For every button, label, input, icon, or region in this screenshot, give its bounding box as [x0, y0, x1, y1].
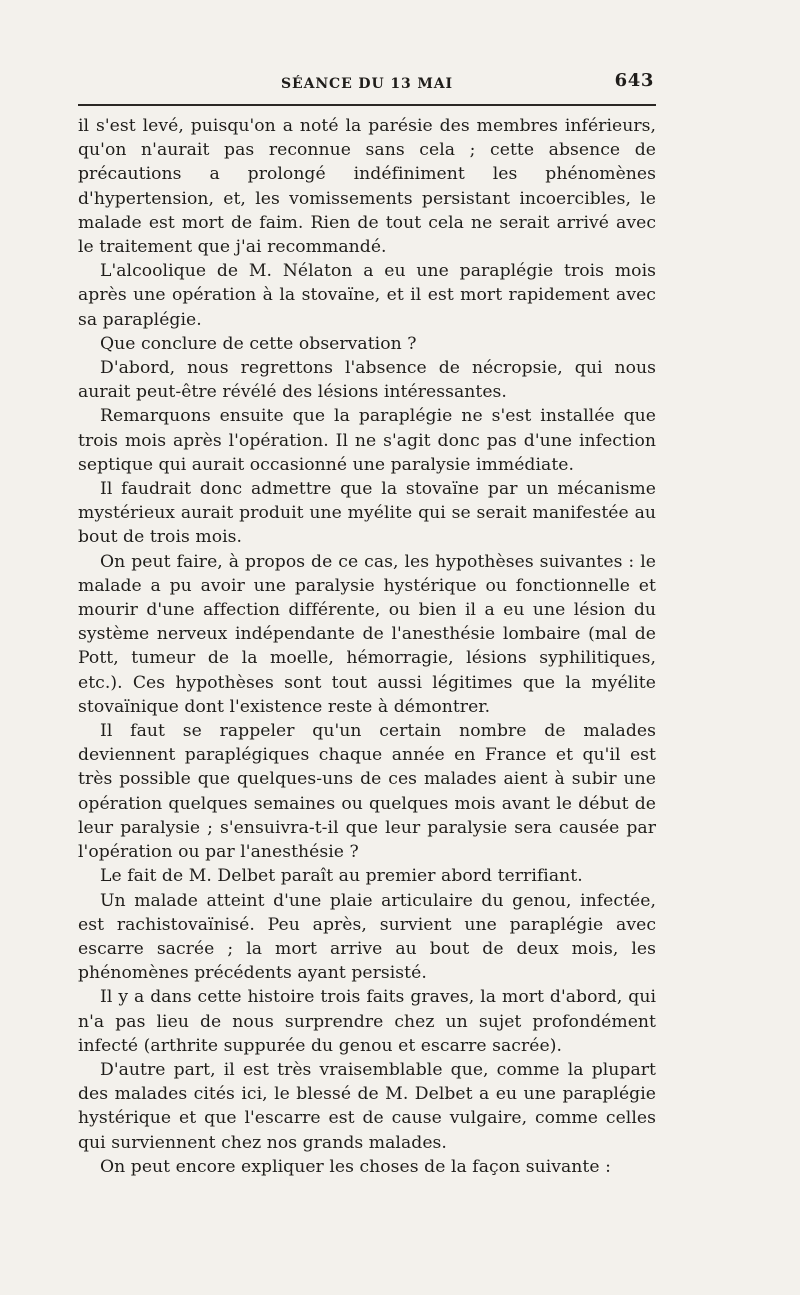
paragraph-12: D'autre part, il est très vraisemblable que, comme la plupart des malades cités ici, le blessé de M. Delbet a eu une paraplégie hystérique et que l'escarre est de cause vulgaire, comme celles qui surviennent chez nos grands malades. [78, 1059, 656, 1153]
paragraph-2: L'alcoolique de M. Nélaton a eu une paraplégie trois mois après une opération à la stovaïne, et il est mort rapidement avec sa paraplégie. [78, 261, 656, 330]
paragraph-13: On peut encore expliquer les choses de la façon suivante : [100, 1156, 611, 1177]
paragraph-9: Le fait de M. Delbet paraît au premier abord terrifiant. [100, 866, 583, 887]
page-header [78, 62, 656, 102]
paragraph-4: D'abord, nous regrettons l'absence de nécropsie, qui nous aurait peut-être révélé des lésions intéressantes. [78, 358, 656, 403]
paragraph-6: Il faudrait donc admettre que la stovaïne par un mécanisme mystérieux aurait produit une myélite qui se serait manifestée au bout de trois mois. [78, 479, 656, 548]
paragraph-5: Remarquons ensuite que la paraplégie ne s'est installée que trois mois après l'opération. Il ne s'agit donc pas d'une infection septique qui aurait occasionné une paralysie immédiate. [78, 406, 656, 475]
running-head: SÉANCE DU 13 MAI [280, 76, 454, 92]
page-number: 643 [614, 70, 654, 91]
paragraph-10: Un malade atteint d'une plaie articulaire du genou, infectée, est rachistovaïnisé. Peu après, survient une paraplégie avec escarre sacrée ; la mort arrive au bout de deux mois, les phénomènes précédents ayant persisté. [78, 890, 656, 984]
paragraph-1: il s'est levé, puisqu'on a noté la parésie des membres inférieurs, qu'on n'aurait pas reconnue sans cela ; cette absence de précautions a prolongé indéfiniment les phénomènes d'hypertension, et, les vomissements persistant incoercibles, le malade est mort de faim. Rien de tout cela ne serait arrivé avec le traitement que j'ai recommandé. [78, 116, 656, 258]
paragraph-11: Il y a dans cette histoire trois faits graves, la mort d'abord, qui n'a pas lieu de nous surprendre chez un sujet profondément infecté (arthrite suppurée du genou et escarre sacrée). [78, 987, 656, 1056]
paragraph-7: On peut faire, à propos de ce cas, les hypothèses suivantes : le malade a pu avoir une paralysie hystérique ou fonctionnelle et mourir d'une affection différente, ou bien il a eu une lésion du système nerveux indépendante de l'anesthésie lombaire (mal de Pott, tumeur de la moelle, hémorragie, lésions syphilitiques, etc.). Ces hypothèses sont tout aussi légitimes que la myélite stovaïnique dont l'existence reste à démontrer. [78, 551, 656, 717]
body-text [78, 114, 656, 1179]
paragraph-8: Il faut se rappeler qu'un certain nombre de malades deviennent paraplégiques chaque année en France et qu'il est très possible que quelques-uns de ces malades aient à subir une opération quelques semaines ou quelques mois avant le début de leur paralysie ; s'ensuivra-t-il que leur paralysie sera causée par l'opération ou par l'anesthésie ? [78, 721, 656, 863]
paragraph-3: Que conclure de cette observation ? [100, 333, 417, 354]
header-rule [78, 104, 656, 106]
